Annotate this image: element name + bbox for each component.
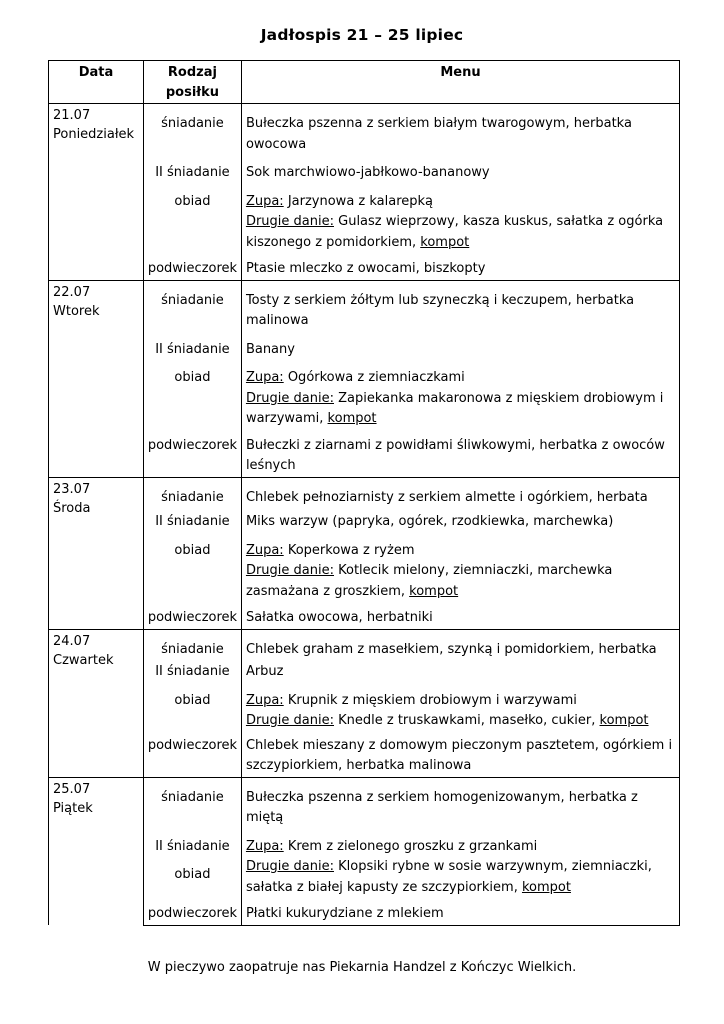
- meal-type: podwieczorek: [147, 737, 238, 753]
- table-row: [49, 188, 680, 258]
- main-dish-line: [246, 212, 675, 253]
- soup-label: Zupa:: [245, 370, 284, 385]
- meal-type-cell: [143, 434, 241, 478]
- meal-type-cell: [143, 364, 241, 434]
- menu-text: Chlebek mieszany z domowym pieczonym pasztetem, ogórkiem i szczypiorkiem, herbatka malinowa: [245, 737, 673, 773]
- meal-type: podwieczorek: [147, 610, 238, 625]
- main-dish-text: Kotlecik mielony, ziemniaczki, marchewka zasmażana z groszkiem,: [245, 563, 613, 599]
- compote-link: kompot: [599, 713, 649, 728]
- meal-type-cell: [143, 629, 241, 660]
- table-row: [49, 508, 680, 537]
- menu-cell: [241, 902, 679, 925]
- meal-type: II śniadanie: [155, 165, 230, 180]
- soup-line: [246, 691, 675, 712]
- soup-line: [246, 541, 675, 562]
- menu-text: Chlebek graham z masełkiem, szynką i pomidorkiem, herbatka: [245, 641, 657, 657]
- main-dish-line: [246, 561, 675, 602]
- meal-type-cell: [143, 104, 241, 160]
- day-name: Wtorek: [53, 303, 100, 319]
- day-name: Czwartek: [53, 652, 114, 668]
- meal-type: śniadanie: [161, 489, 224, 505]
- meal-type: obiad: [174, 542, 211, 558]
- table-row: [49, 257, 680, 280]
- soup-line: [246, 837, 675, 858]
- meal-type-cell: [143, 687, 241, 732]
- meal-type-cell: [143, 257, 241, 280]
- menu-cell: [241, 257, 679, 280]
- menu-cell: [241, 434, 679, 478]
- table-row: [49, 902, 680, 925]
- day-name: Poniedziałek: [53, 127, 135, 142]
- menu-table: [48, 60, 680, 926]
- menu-text: Miks warzyw (papryka, ogórek, rzodkiewka, marchewka): [245, 514, 614, 529]
- main-dish-line: [246, 711, 675, 732]
- meal-type: obiad: [174, 193, 211, 209]
- menu-cell: [241, 629, 679, 660]
- soup-label: Zupa:: [245, 542, 284, 558]
- menu-cell: [241, 364, 679, 434]
- meal-type: śniadanie: [161, 292, 224, 308]
- table-row: [49, 732, 680, 778]
- meal-type: obiad: [174, 370, 211, 385]
- meal-type-cell: [143, 537, 241, 607]
- bakery-note: W pieczywo zaopatruje nas Piekarnia Handzel z Kończyc Wielkich.: [147, 960, 577, 975]
- table-row: [49, 336, 680, 365]
- menu-text: Bułeczka pszenna z serkiem białym twarogowym, herbatka owocowa: [245, 116, 632, 152]
- main-dish-text: Knedle z truskawkami, masełko, cukier,: [338, 713, 600, 728]
- menu-cell: [241, 833, 679, 903]
- table-row: [49, 159, 680, 188]
- main-dish-text: Gulasz wieprzowy, kasza kuskus, sałatka z ogórka kiszonego z pomidorkiem,: [245, 214, 664, 250]
- meal-type: śniadanie: [161, 116, 224, 131]
- day-date: 25.07: [53, 781, 91, 797]
- menu-text: Arbuz: [245, 664, 284, 679]
- meal-type: podwieczorek: [147, 261, 238, 276]
- menu-cell: [241, 687, 679, 732]
- table-row: [49, 606, 680, 629]
- menu-cell: [241, 606, 679, 629]
- main-dish-label: Drugie danie:: [245, 563, 334, 578]
- soup-text: Krupnik z mięskiem drobiowym i warzywami: [287, 692, 577, 708]
- menu-cell: [241, 188, 679, 258]
- menu-cell: [241, 104, 679, 160]
- day-cell: [49, 280, 144, 477]
- meal-type-cell: [143, 508, 241, 537]
- meal-type: śniadanie: [161, 641, 224, 657]
- soup-label: Zupa:: [245, 193, 284, 209]
- menu-cell: [241, 537, 679, 607]
- soup-line: [246, 192, 675, 213]
- meal-type-cell: [143, 732, 241, 778]
- meal-type: podwieczorek: [147, 437, 238, 453]
- table-row: [49, 280, 680, 336]
- menu-cell: [241, 477, 679, 508]
- compote-link: kompot: [420, 234, 470, 250]
- day-cell: [49, 104, 144, 281]
- meal-type-cell: [143, 777, 241, 833]
- meal-type: śniadanie: [161, 789, 224, 805]
- main-dish-label: Drugie danie:: [245, 859, 334, 874]
- main-dish-line: [246, 389, 675, 430]
- meal-type-cell: [143, 280, 241, 336]
- day-cell: [49, 629, 144, 777]
- meal-type-cell: [143, 833, 241, 903]
- table-row: [49, 104, 680, 160]
- meal-type: obiad: [174, 867, 211, 882]
- header-meal-type: Rodzaj posiłku: [143, 61, 241, 104]
- main-dish-text: Klopsiki rybne w sosie warzywnym, ziemniaczki, sałatka z białej kapusty ze szczypiorkiem,: [245, 859, 652, 895]
- meal-type: obiad: [174, 692, 211, 708]
- main-dish-line: [246, 857, 675, 898]
- soup-text: Ogórkowa z ziemniaczkami: [287, 370, 465, 385]
- table-row: [49, 777, 680, 833]
- day-cell: [49, 477, 144, 629]
- main-dish-label: Drugie danie:: [245, 390, 334, 406]
- main-dish-label: Drugie danie:: [245, 214, 334, 229]
- menu-text: Ptasie mleczko z owocami, biszkopty: [245, 261, 486, 276]
- compote-link: kompot: [521, 879, 571, 895]
- table-row: [49, 687, 680, 732]
- main-dish-label: Drugie danie:: [245, 713, 334, 728]
- meal-type: II śniadanie: [155, 664, 230, 679]
- day-date: 23.07: [53, 481, 91, 497]
- meal-type: II śniadanie: [155, 341, 230, 357]
- table-row: [49, 660, 680, 687]
- menu-cell: [241, 336, 679, 365]
- menu-text: Chlebek pełnoziarnisty z serkiem almette i ogórkiem, herbata: [245, 489, 648, 505]
- table-row: [49, 537, 680, 607]
- day-name: Środa: [53, 500, 91, 516]
- soup-text: Krem z zielonego groszku z grzankami: [287, 838, 538, 854]
- menu-text: Bułeczki z ziarnami z powidłami śliwkowymi, herbatka z owoców leśnych: [245, 437, 665, 473]
- menu-text: Płatki kukurydziane z mlekiem: [245, 906, 444, 921]
- soup-line: [246, 368, 675, 389]
- meal-type-cell: [143, 477, 241, 508]
- meal-type-cell: [143, 159, 241, 188]
- table-row: [49, 833, 680, 903]
- day-date: 21.07: [53, 108, 91, 123]
- menu-cell: [241, 660, 679, 687]
- meal-type-cell: [143, 660, 241, 687]
- meal-type-cell: [143, 902, 241, 925]
- menu-cell: [241, 777, 679, 833]
- compote-link: kompot: [327, 411, 377, 426]
- menu-text: Sałatka owocowa, herbatniki: [245, 610, 433, 625]
- menu-cell: [241, 159, 679, 188]
- soup-text: Jarzynowa z kalarepką: [287, 193, 434, 209]
- meal-type-cell: [143, 336, 241, 365]
- meal-type-cell: [143, 606, 241, 629]
- soup-text: Koperkowa z ryżem: [287, 542, 415, 558]
- meal-type: II śniadanie: [155, 514, 230, 529]
- soup-label: Zupa:: [245, 692, 284, 708]
- meal-type: podwieczorek: [147, 906, 238, 921]
- menu-cell: [241, 508, 679, 537]
- day-name: Piątek: [53, 800, 93, 816]
- menu-cell: [241, 732, 679, 778]
- header-menu: Menu: [241, 61, 679, 104]
- menu-text: Banany: [245, 341, 295, 357]
- table-header-row: [49, 61, 680, 104]
- main-dish-text: Zapiekanka makaronowa z mięskiem drobiowym i warzywami,: [245, 390, 664, 426]
- day-date: 22.07: [53, 284, 91, 300]
- compote-link: kompot: [409, 583, 459, 599]
- day-cell: [49, 777, 144, 925]
- meal-type: II śniadanie: [155, 838, 230, 854]
- header-date: Data: [49, 61, 144, 104]
- meal-type-cell: [143, 188, 241, 258]
- menu-text: Tosty z serkiem żółtym lub szyneczką i keczupem, herbatka malinowa: [245, 292, 635, 328]
- table-row: [49, 629, 680, 660]
- soup-label: Zupa:: [245, 838, 284, 854]
- day-date: 24.07: [53, 633, 91, 649]
- menu-cell: [241, 280, 679, 336]
- page-title: Jadłospis 21 – 25 lipiec: [260, 26, 464, 44]
- table-row: [49, 364, 680, 434]
- menu-text: Bułeczka pszenna z serkiem homogenizowanym, herbatka z miętą: [245, 789, 638, 825]
- menu-text: Sok marchwiowo-jabłkowo-bananowy: [245, 165, 490, 180]
- table-row: [49, 434, 680, 478]
- table-row: [49, 477, 680, 508]
